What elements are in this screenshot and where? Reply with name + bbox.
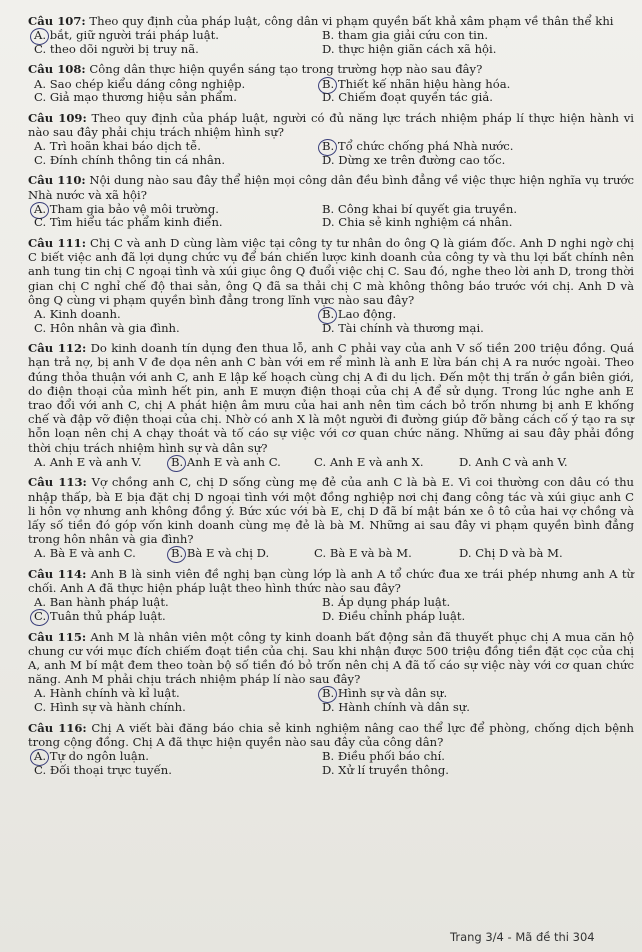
answer-option: D. thực hiện giãn cách xã hội. bbox=[322, 41, 497, 56]
question-number: Câu 111: bbox=[28, 235, 86, 250]
question-number: Câu 115: bbox=[28, 629, 87, 644]
answer-options bbox=[28, 750, 634, 777]
answer-option: D. Hành chính và dân sự. bbox=[322, 700, 470, 714]
question-text: Chị C và anh D cùng làm việc tại công ty tư nhân do ông Q là giám đốc. Anh D nghi ngờ chị C biết việc anh đã lợi dụng chức vụ để bán chiến lược kinh doanh của công ty và thu lợi bất chính nên anh tung tin chị C ngoại tình và xúi giục ông Q đuổi việc chị C. Sau đó, nghe theo lời anh D, trong thời gian chị C nghỉ chế độ thai sản, ông Q đã sa thải chị C mà không thông báo trước với chị. Anh D và ông Q cùng vi phạm quyền bình đẳng trong lĩnh vực nào sau đây? bbox=[28, 235, 635, 307]
answer-option: B. Tổ chức chống phá Nhà nước. bbox=[322, 140, 634, 154]
question-stem bbox=[28, 14, 634, 28]
answer-options bbox=[28, 140, 634, 167]
question bbox=[28, 721, 634, 778]
answer-options bbox=[28, 308, 634, 335]
question-number: Câu 112: bbox=[28, 341, 87, 356]
question-number: Câu 113: bbox=[28, 475, 87, 490]
answer-option: C. Bà E và bà M. bbox=[314, 546, 412, 561]
answer-option: D. Anh C và anh V. bbox=[459, 454, 568, 469]
question-text: Công dân thực hiện quyền sáng tạo trong trường hợp nào sau đây? bbox=[85, 62, 483, 77]
answer-option: A. Sao chép kiểu dáng công nghiệp. bbox=[34, 76, 246, 91]
answer-options bbox=[28, 687, 634, 714]
answer-options bbox=[28, 596, 634, 623]
answer-option: C. Anh E và anh X. bbox=[314, 454, 424, 469]
question bbox=[28, 567, 634, 624]
answer-options bbox=[28, 29, 634, 56]
question-text: Theo quy định của pháp luật, người có đủ năng lực trách nhiệm pháp lí thực hiện hành vi nào sau đây phải chịu trách nhiệm hình sự? bbox=[28, 110, 635, 139]
answer-option: B. tham gia giải cứu con tin. bbox=[322, 28, 489, 43]
question-text: Anh B là sinh viên đề nghị bạn cùng lớp là anh A tổ chức đua xe trái phép nhưng anh A từ chối. Anh A đã thực hiện pháp luật theo hình thức nào sau đây? bbox=[28, 567, 634, 596]
answer-option: B. Áp dụng pháp luật. bbox=[322, 595, 451, 610]
question-stem bbox=[28, 721, 634, 749]
question-text: Nội dung nào sau đây thể hiện mọi công dân đều bình đẳng về việc thực hiện nghĩa vụ trước Nhà nước và xã hội? bbox=[28, 173, 634, 202]
question-stem bbox=[28, 630, 634, 687]
question-stem bbox=[28, 111, 634, 139]
answer-option: A. Anh E và anh V. bbox=[34, 454, 142, 469]
question-number: Câu 116: bbox=[28, 720, 87, 735]
question-stem bbox=[28, 475, 634, 546]
answer-option: A. Trì hoãn khai báo dịch tễ. bbox=[34, 139, 201, 154]
answer-option: A. Kinh doanh. bbox=[34, 306, 121, 321]
answer-option: B. Thiết kế nhãn hiệu hàng hóa. bbox=[322, 78, 634, 92]
question-text: Theo quy định của pháp luật, công dân vi phạm quyền bất khả xâm phạm về thân thể khi bbox=[85, 14, 614, 28]
question-text: Vợ chồng anh C, chị D sống cùng mẹ đẻ của anh C là bà E. Vì coi thường con dâu có thu nhập thấp, bà E bịa đặt chị D ngoại tình với một đồng nghiệp nơi chị đang công tác và xúi giục anh C li hôn vợ nhưng anh không đồng ý. Bức xúc với bà E, chị D đã bí mật bán xe ô tô của hai vợ chồng và lấy số tiền đó góp vốn kinh doanh cùng mẹ đẻ là bà M. Những ai sau đây vi phạm quyền bình đẳng trong hôn nhân và gia đình? bbox=[28, 475, 634, 547]
question bbox=[28, 173, 634, 230]
answer-option: B. Điều phối báo chí. bbox=[322, 749, 445, 763]
answer-option: C. Tuân thủ pháp luật. bbox=[34, 610, 322, 624]
question-number: Câu 108: bbox=[28, 62, 86, 77]
question-list bbox=[28, 14, 634, 777]
answer-option: B. Anh E và anh C. bbox=[171, 456, 314, 470]
question-text: Anh M là nhân viên một công ty kinh doanh bất động sản đã thuyết phục chị A mua căn hộ chung cư với mục đích chiếm đoạt tiền của chị. Sau khi nhận được 500 triệu đồng tiền đặt cọc của chị A, anh M bí mật đem theo toàn bộ số tiền đó bỏ trốn nên chị A đã tố cáo sự việc này với cơ quan chức năng. Anh M phải chịu trách nhiệm pháp lí nào sau đây? bbox=[28, 629, 635, 687]
answer-option: C. Hình sự và hành chính. bbox=[34, 700, 186, 714]
question-number: Câu 110: bbox=[28, 173, 86, 188]
answer-option: A. Tự do ngôn luận. bbox=[34, 750, 322, 764]
answer-option: C. theo dõi người bị truy nã. bbox=[34, 41, 199, 56]
answer-option: B. Lao động. bbox=[322, 308, 634, 322]
answer-options bbox=[28, 78, 634, 105]
question-stem bbox=[28, 173, 634, 201]
question-text: Do kinh doanh tín dụng đen thua lỗ, anh C phải vay của anh V số tiền 200 triệu đồng. Quá hạn trả nợ, bị anh V đe dọa nên anh C bàn với em rể mình là anh E lừa bán chị A ra nước ngoài. Theo đúng thỏa thuận với anh C, anh E lập kế hoạch cùng chị A đi du lịch. Đến một thị trấn ở gần biên giới, do điện thoại của mình hết pin, anh E mượn điện thoại của chị A để sử dụng. Trong lúc nghe anh E trao đổi với anh C, chị A phát hiện âm mưu của hai anh nên tìm cách bỏ trốn nhưng bị anh E khống chế và đập vỡ điện thoại của chị. Nhờ có anh X là một người đi đường giúp đỡ bằng cách cố ý tạo ra sự hỗn loạn nên chị A chạy thoát và tố cáo sự việc với cơ quan chức năng. Những ai sau đây phải đồng thời chịu trách nhiệm hình sự và dân sự? bbox=[28, 341, 635, 455]
answer-option: D. Điều chỉnh pháp luật. bbox=[322, 609, 466, 623]
question-stem bbox=[28, 567, 634, 595]
answer-option: C. Hôn nhân và gia đình. bbox=[34, 320, 180, 335]
page-footer: Trang 3/4 - Mã đề thi 304 bbox=[450, 930, 595, 944]
question bbox=[28, 475, 634, 561]
question-number: Câu 107: bbox=[28, 14, 86, 28]
question bbox=[28, 630, 634, 715]
question-stem bbox=[28, 341, 634, 455]
answer-option: A. Tham gia bảo vệ môi trường. bbox=[34, 203, 322, 217]
question-number: Câu 114: bbox=[28, 567, 87, 581]
answer-option: D. Chiếm đoạt quyền tác giả. bbox=[322, 90, 493, 105]
question-stem bbox=[28, 236, 634, 307]
answer-option: C. Đối thoại trực tuyến. bbox=[34, 762, 172, 777]
answer-options bbox=[28, 203, 634, 230]
answer-option: C. Tìm hiểu tác phẩm kinh điển. bbox=[34, 215, 223, 230]
question bbox=[28, 14, 634, 56]
answer-option: B. Công khai bí quyết gia truyền. bbox=[322, 201, 518, 216]
answer-option: B. Bà E và chị D. bbox=[171, 547, 314, 561]
answer-options bbox=[28, 547, 634, 561]
question-text: Chị A viết bài đăng báo chia sẻ kinh nghiệm nâng cao thể lực để phòng, chống dịch bệnh trong cộng đồng. Chị A đã thực hiện quyền nào sau đây của công dân? bbox=[28, 720, 635, 749]
question bbox=[28, 111, 634, 168]
answer-option: D. Xử lí truyền thông. bbox=[322, 762, 449, 777]
answer-option: D. Dừng xe trên đường cao tốc. bbox=[322, 152, 506, 167]
answer-option: A. bắt, giữ người trái pháp luật. bbox=[34, 29, 322, 43]
answer-option: A. Hành chính và kỉ luật. bbox=[34, 686, 180, 701]
answer-option: C. Giả mạo thương hiệu sản phẩm. bbox=[34, 90, 237, 105]
question-number: Câu 109: bbox=[28, 110, 87, 125]
answer-option: D. Chia sẻ kinh nghiệm cá nhân. bbox=[322, 215, 513, 230]
question-stem bbox=[28, 62, 634, 76]
answer-option: A. Ban hành pháp luật. bbox=[34, 595, 169, 610]
answer-option: C. Đính chính thông tin cá nhân. bbox=[34, 152, 226, 167]
answer-options bbox=[28, 456, 634, 470]
question bbox=[28, 236, 634, 335]
question bbox=[28, 62, 634, 104]
question bbox=[28, 341, 634, 469]
answer-option: B. Hình sự và dân sự. bbox=[322, 687, 634, 701]
answer-option: A. Bà E và anh C. bbox=[34, 546, 136, 561]
answer-option: D. Tài chính và thương mại. bbox=[322, 320, 484, 335]
answer-option: D. Chị D và bà M. bbox=[459, 546, 563, 561]
